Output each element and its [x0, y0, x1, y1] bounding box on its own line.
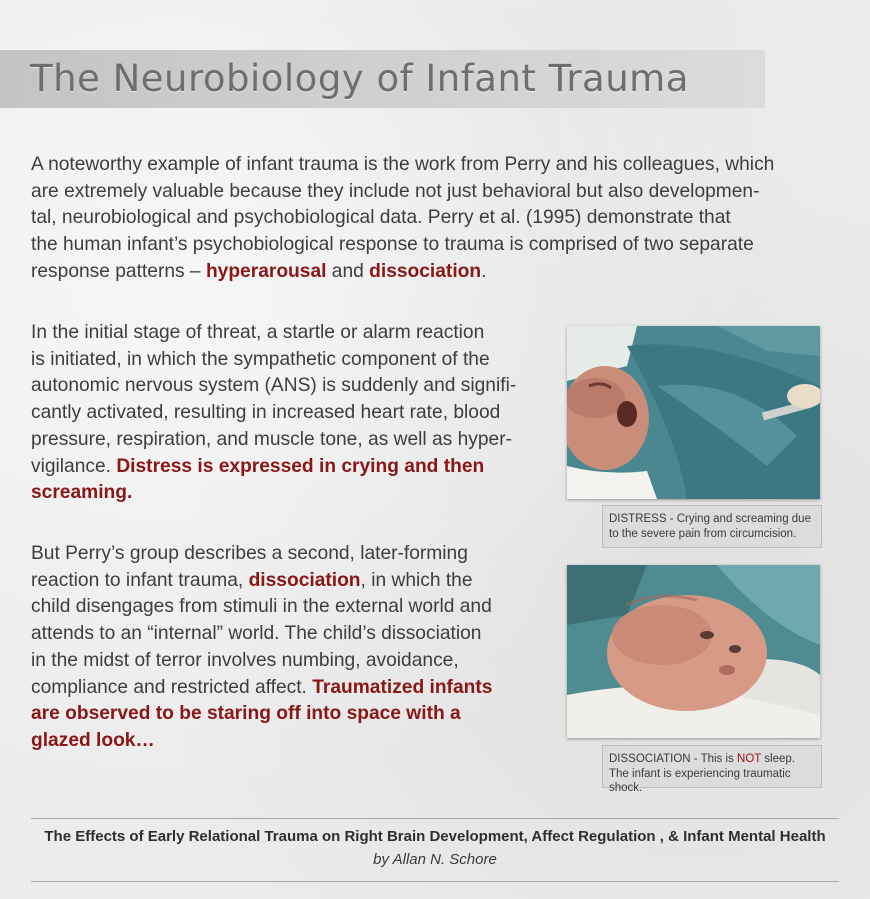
dissociated-infant-illustration — [567, 565, 820, 738]
not-emphasis: NOT — [737, 753, 762, 765]
dissociation-text: , in which the — [360, 569, 473, 591]
dissociation-caption-text: sleep. The infant is experiencing traumatic shock. — [609, 753, 795, 794]
distress-line: is initiated, in which the sympathetic component of the — [31, 348, 490, 370]
footer-top-divider — [31, 818, 839, 819]
author-name: Allan N. Schore — [392, 851, 497, 868]
crying-infant-illustration — [567, 326, 820, 499]
intro-text: and — [326, 260, 370, 282]
dissociation-caption-text: DISSOCIATION - This is — [609, 753, 738, 765]
dissociation-line: child disengages from stimuli in the external world and — [31, 596, 492, 618]
by-label: by — [373, 851, 393, 868]
distress-line: pressure, respiration, and muscle tone, as well as hyper- — [31, 428, 512, 450]
intro-text: response patterns – — [31, 260, 206, 282]
page-title: The Neurobiology of Infant Trauma — [30, 57, 689, 100]
dissociation-caption — [602, 745, 822, 794]
distress-caption: DISTRESS - Crying and screaming due to the severe pain from circumcision. — [602, 505, 822, 548]
intro-line: tal, neurobiological and psychobiological data. Perry et al. (1995) demonstrate that — [31, 207, 731, 229]
intro-line: are extremely valuable because they include not just behavioral but also developmen- — [31, 180, 760, 202]
intro-line: A noteworthy example of infant trauma is the work from Perry and his colleagues, which — [31, 154, 775, 175]
dissociation-line — [31, 568, 561, 595]
dissociation-text: compliance and restricted affect. — [31, 676, 313, 698]
distress-emphasis: Distress is expressed in crying and then — [116, 455, 485, 477]
dissociation-line: attends to an “internal” world. The child’s dissociation — [31, 623, 482, 645]
dissociated-infant-photo — [567, 565, 820, 738]
traumatized-emphasis: glazed look… — [31, 729, 155, 751]
crying-infant-photo — [567, 326, 820, 499]
dissociation-emphasis: dissociation — [248, 569, 361, 591]
dissociation-text: reaction to infant trauma, — [31, 569, 249, 591]
dissociation-line: in the midst of terror involves numbing, avoidance, — [31, 649, 459, 671]
distress-text: vigilance. — [31, 455, 117, 477]
distress-line — [31, 454, 561, 481]
dissociation-line — [31, 675, 561, 702]
hyperarousal-emphasis: hyperarousal — [205, 260, 327, 282]
distress-paragraph — [31, 320, 561, 507]
dissociation-paragraph — [31, 541, 561, 755]
dissociation-line: But Perry’s group describes a second, later-forming — [31, 543, 468, 564]
distress-line: In the initial stage of threat, a startle or alarm reaction — [31, 322, 485, 343]
book-title: The Effects of Early Relational Trauma on Right Brain Development, Affect Regulation , & Infant Mental Health — [44, 828, 826, 845]
traumatized-emphasis: Traumatized infants — [312, 676, 493, 698]
book-author-line — [0, 851, 870, 868]
intro-paragraph — [31, 152, 851, 286]
intro-text: . — [481, 260, 487, 282]
distress-line: autonomic nervous system (ANS) is suddenly and signifi- — [31, 375, 517, 397]
intro-line: the human infant’s psychobiological response to trauma is comprised of two separate — [31, 234, 754, 256]
distress-line: cantly activated, resulting in increased heart rate, blood — [31, 402, 501, 424]
footer-bottom-divider — [31, 881, 839, 882]
traumatized-emphasis: are observed to be staring off into space with a — [31, 703, 461, 725]
distress-emphasis: screaming. — [31, 482, 133, 504]
dissociation-emphasis: dissociation — [369, 260, 482, 282]
intro-line-last — [31, 259, 851, 286]
